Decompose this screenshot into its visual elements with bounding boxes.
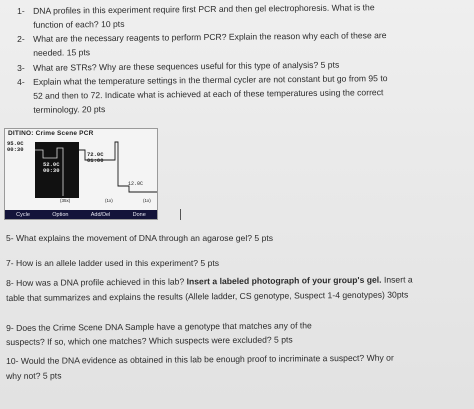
step-count-label: (1x) <box>143 198 151 203</box>
question-9-line-2: suspects? If so, which one matches? Which suspects were excluded? 5 pts <box>6 334 293 347</box>
question-text-line: 52 and then to 72. Indicate what is achieved at each of these temperatures using the correct <box>33 87 384 101</box>
question-10: 10- Would the DNA evidence as obtained in this lab be enough proof to incriminate a suspect? Why or <box>6 352 394 366</box>
cycler-title: DITINO: Crime Scene PCR <box>8 130 94 137</box>
step1-time: 00:30 <box>7 146 24 153</box>
question-8 <box>6 273 413 289</box>
step-count-label: (1x) <box>105 198 113 203</box>
question-number: 2- <box>17 33 25 44</box>
question-text: Insert a <box>381 274 413 285</box>
question-text-line: DNA profiles in this experiment require first PCR and then gel electrophoresis. What is the <box>33 2 375 16</box>
step1-temp: 95.0C <box>7 140 24 147</box>
question-text-line: function of each? 10 pts <box>33 18 125 30</box>
step3-temp: 72.0C <box>87 151 104 158</box>
question-text-line: What are the necessary reagents to perform PCR? Explain the reason why each of these are <box>33 30 387 44</box>
question-5: 5- What explains the movement of DNA through an agarose gel? 5 pts <box>6 233 274 243</box>
cycler-profile-graph <box>5 138 157 210</box>
question-8-line-2: table that summarizes and explains the results (Allele ladder, CS genotype, Suspect 1-4 genotypes) 30pts <box>6 289 409 303</box>
step4-temp: 12.0C <box>128 181 144 187</box>
question-text: 8- How was a DNA profile achieved in this lab? <box>6 276 187 288</box>
question-10-line-2: why not? 5 pts <box>6 370 62 381</box>
text-cursor <box>180 209 181 220</box>
question-7: 7- How is an allele ladder used in this experiment? 5 pts <box>6 258 220 268</box>
question-number: 4- <box>17 76 25 87</box>
question-text-line: Explain what the temperature settings in the thermal cycler are not constant but go from 95 to <box>33 73 388 87</box>
question-number: 3- <box>17 62 25 73</box>
done-button: Done <box>132 211 146 218</box>
step2-temp: 52.0C <box>43 161 60 168</box>
question-9: 9- Does the Crime Scene DNA Sample have a genotype that matches any of the <box>6 320 312 333</box>
question-number: 1- <box>17 5 25 16</box>
thermal-cycler-image <box>4 128 158 220</box>
question-text-line: terminology. 20 pts <box>33 104 106 115</box>
step3-time: 01:00 <box>87 157 104 164</box>
add-del-button: Add/Del <box>90 211 111 218</box>
option-button: Option <box>52 211 69 218</box>
cycle-button: Cycle <box>16 211 30 218</box>
question-text-line: What are STRs? Why are these sequences useful for this type of analysis? 5 pts <box>33 59 340 73</box>
question-text-line: needed. 15 pts <box>33 47 91 58</box>
question-text-bold: Insert a labeled photograph of your group's gel. <box>186 274 382 287</box>
cycler-button-bar <box>5 210 157 219</box>
cycle-count-label: (35x) <box>60 198 71 203</box>
step2-time: 00:30 <box>43 167 60 174</box>
